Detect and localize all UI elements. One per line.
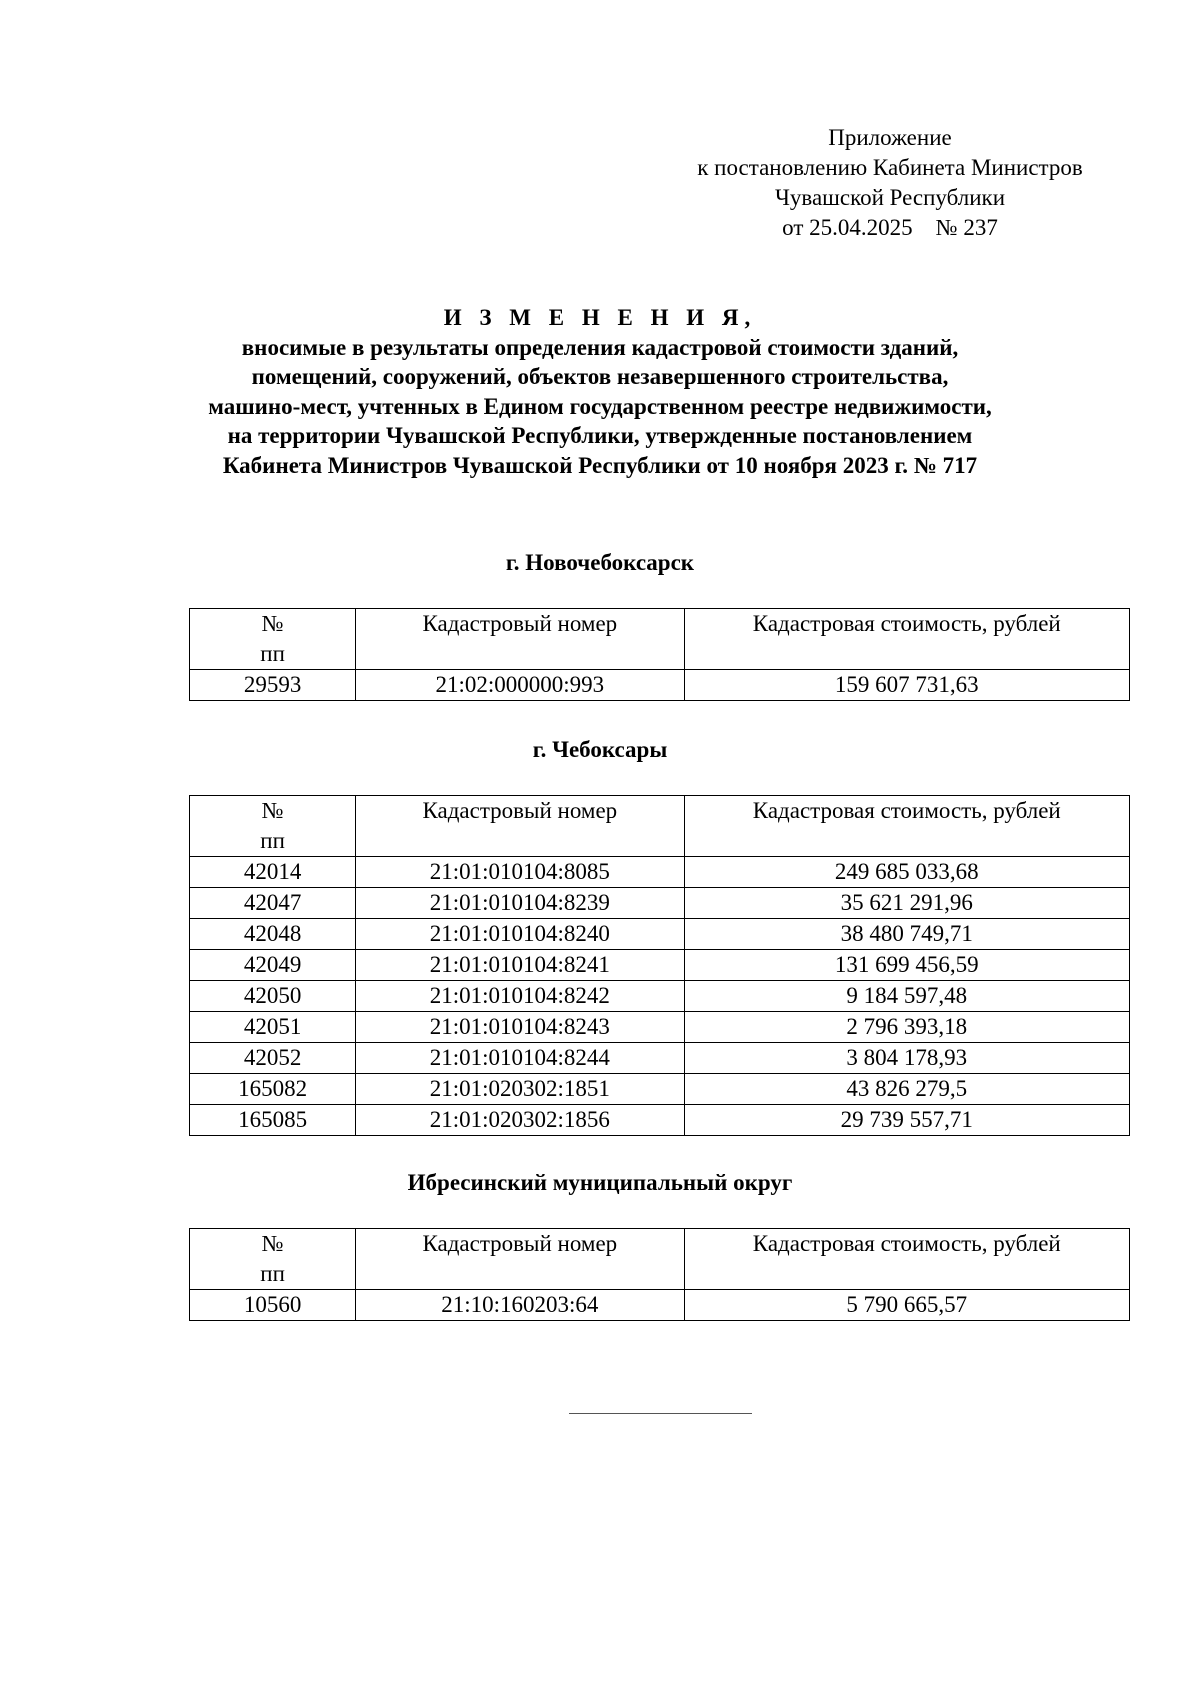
row-cadastral-number: 21:01:010104:8085: [356, 857, 684, 888]
row-cadastral-value: 131 699 456,59: [684, 950, 1129, 981]
section-heading-ibresinsky: Ибресинский муниципальный округ: [407, 1170, 793, 1195]
table-row: [190, 670, 1130, 701]
appendix-resolution-line: к постановлению Кабинета Министров: [697, 155, 1083, 180]
table-row: [190, 1074, 1130, 1105]
row-number: 29593: [190, 670, 356, 701]
row-cadastral-number: 21:01:010104:8239: [356, 888, 684, 919]
row-cadastral-number: 21:02:000000:993: [356, 670, 684, 701]
header-cadastral-number: Кадастровый номер: [356, 1229, 684, 1290]
cadastral-table-ibresinsky: [189, 1228, 1130, 1321]
row-cadastral-value: 43 826 279,5: [684, 1074, 1129, 1105]
row-number: 165085: [190, 1105, 356, 1136]
row-number: 42050: [190, 981, 356, 1012]
row-number: 42048: [190, 919, 356, 950]
row-number: 42047: [190, 888, 356, 919]
header-cadastral-number: Кадастровый номер: [356, 796, 684, 857]
row-cadastral-value: 38 480 749,71: [684, 919, 1129, 950]
header-number: № пп: [190, 609, 356, 670]
row-cadastral-number: 21:01:020302:1856: [356, 1105, 684, 1136]
document-title: [150, 303, 1050, 480]
table-row: [190, 950, 1130, 981]
table-row: [190, 919, 1130, 950]
table-row: [190, 1105, 1130, 1136]
table-header-row: [190, 609, 1130, 670]
table-row: [190, 1290, 1130, 1321]
row-cadastral-number: 21:10:160203:64: [356, 1290, 684, 1321]
section-heading-cheboksary: г. Чебоксары: [532, 737, 668, 762]
row-cadastral-value: 35 621 291,96: [684, 888, 1129, 919]
row-cadastral-value: 5 790 665,57: [684, 1290, 1129, 1321]
title-heading: И З М Е Н Е Н И Я,: [443, 305, 757, 330]
section-heading-novocheboksarsk: г. Новочебоксарск: [505, 550, 695, 575]
appendix-date-number: от 25.04.2025 № 237: [782, 215, 998, 240]
row-cadastral-value: 29 739 557,71: [684, 1105, 1129, 1136]
row-number: 42049: [190, 950, 356, 981]
row-cadastral-number: 21:01:010104:8240: [356, 919, 684, 950]
row-cadastral-number: 21:01:010104:8242: [356, 981, 684, 1012]
table-row: [190, 981, 1130, 1012]
title-line-4: на территории Чувашской Республики, утвержденные постановлением: [227, 423, 973, 448]
row-cadastral-value: 2 796 393,18: [684, 1012, 1129, 1043]
title-line-5: Кабинета Министров Чувашской Республики от 10 ноября 2023 г. № 717: [222, 452, 978, 478]
appendix-republic-line: Чувашской Республики: [774, 185, 1006, 210]
title-line-2: помещений, сооружений, объектов незавершенного строительства,: [251, 364, 949, 389]
cadastral-table-cheboksary: [189, 795, 1130, 1136]
row-number: 42051: [190, 1012, 356, 1043]
cadastral-table-novocheboksarsk: [189, 608, 1130, 701]
row-cadastral-number: 21:01:010104:8243: [356, 1012, 684, 1043]
table-row: [190, 888, 1130, 919]
header-cadastral-value: Кадастровая стоимость, рублей: [684, 796, 1129, 857]
header-cadastral-number: Кадастровый номер: [356, 609, 684, 670]
row-number: 42052: [190, 1043, 356, 1074]
closing-divider-line: [569, 1413, 752, 1414]
table-header-row: [190, 796, 1130, 857]
header-number: № пп: [190, 796, 356, 857]
title-line-3: машино-мест, учтенных в Едином государственном реестре недвижимости,: [208, 393, 992, 419]
row-number: 10560: [190, 1290, 356, 1321]
row-cadastral-value: 159 607 731,63: [684, 670, 1129, 701]
row-number: 165082: [190, 1074, 356, 1105]
header-cadastral-value: Кадастровая стоимость, рублей: [684, 1229, 1129, 1290]
header-cadastral-value: Кадастровая стоимость, рублей: [684, 609, 1129, 670]
row-number: 42014: [190, 857, 356, 888]
row-cadastral-value: 249 685 033,68: [684, 857, 1129, 888]
row-cadastral-value: 3 804 178,93: [684, 1043, 1129, 1074]
appendix-reference: [660, 123, 1120, 243]
row-cadastral-number: 21:01:020302:1851: [356, 1074, 684, 1105]
row-cadastral-number: 21:01:010104:8244: [356, 1043, 684, 1074]
appendix-label: Приложение: [828, 125, 952, 150]
table-row: [190, 1043, 1130, 1074]
header-number: № пп: [190, 1229, 356, 1290]
table-header-row: [190, 1229, 1130, 1290]
title-line-1: вносимые в результаты определения кадастровой стоимости зданий,: [241, 334, 959, 360]
row-cadastral-value: 9 184 597,48: [684, 981, 1129, 1012]
row-cadastral-number: 21:01:010104:8241: [356, 950, 684, 981]
table-row: [190, 857, 1130, 888]
table-row: [190, 1012, 1130, 1043]
